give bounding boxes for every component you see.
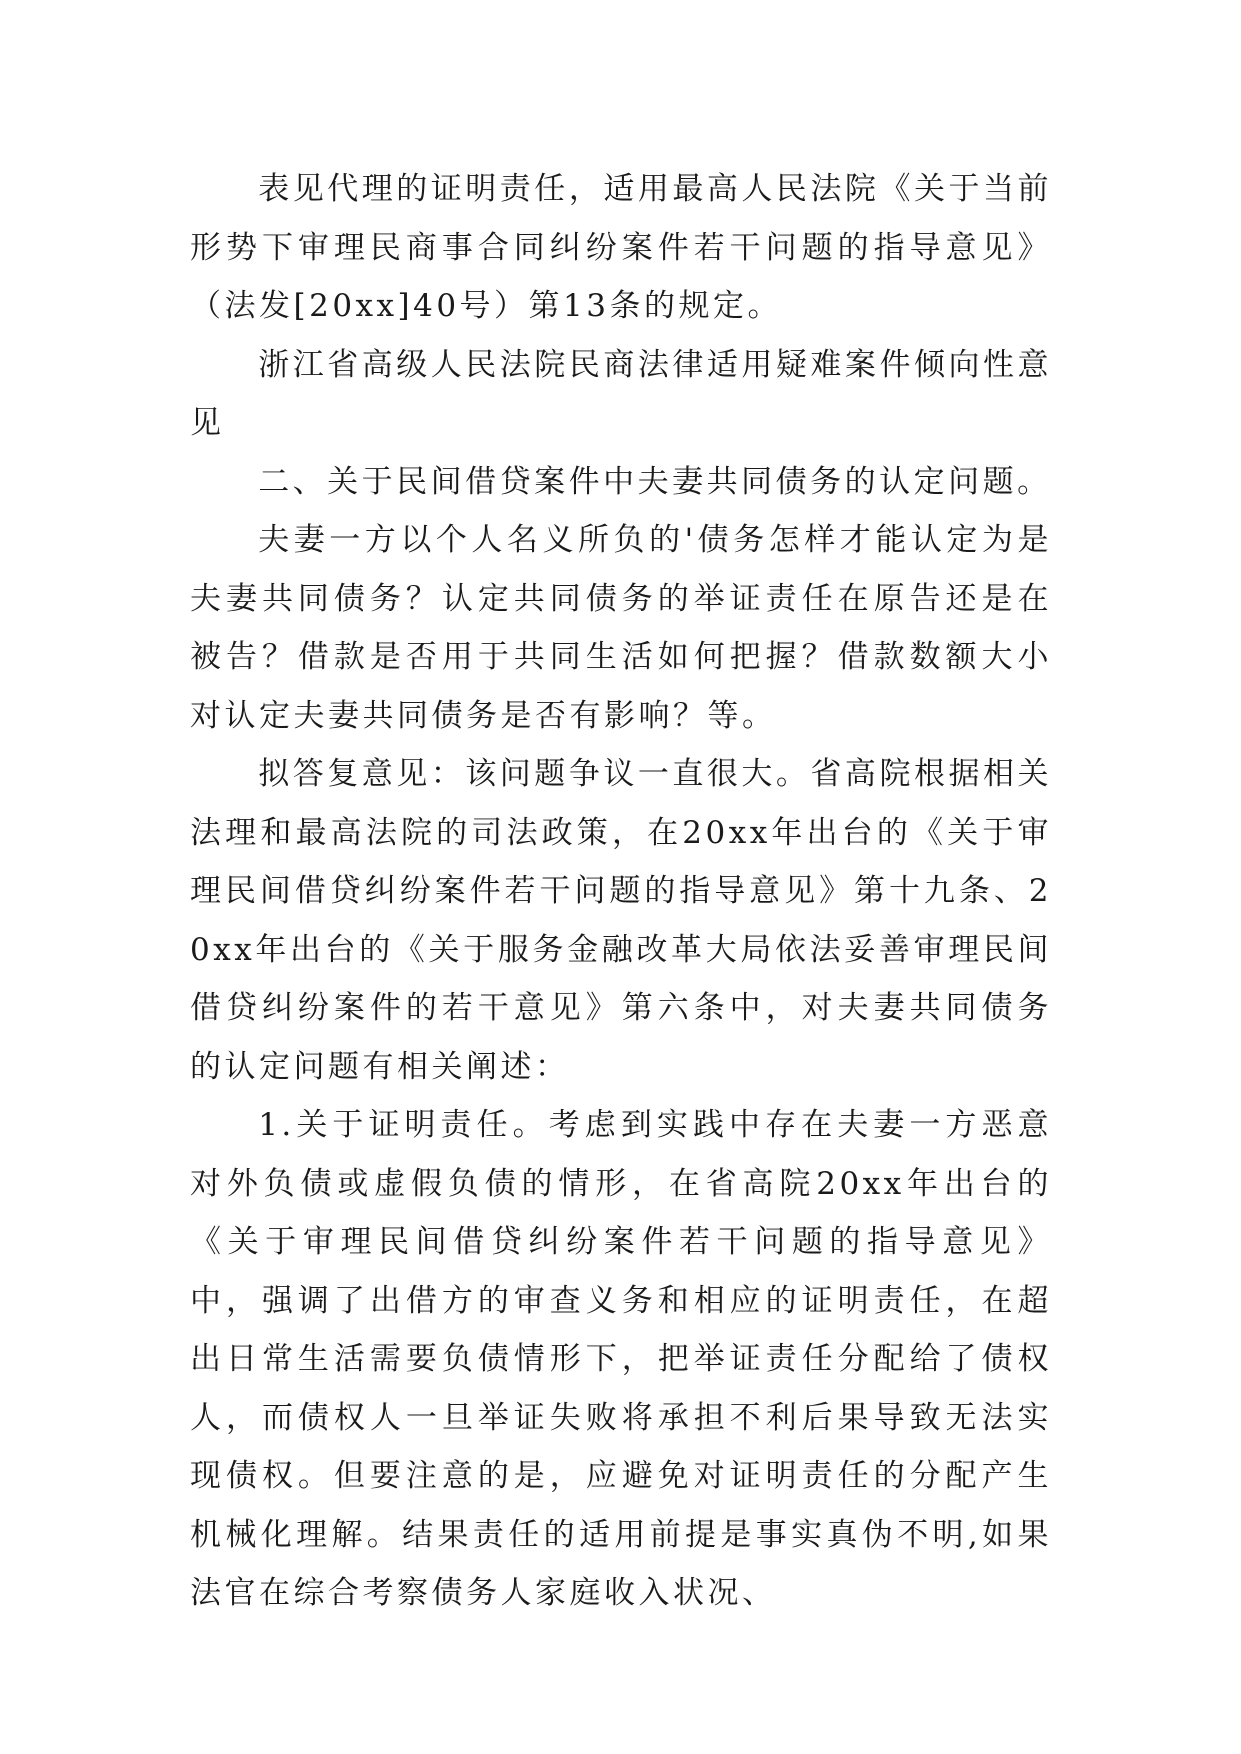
paragraph-apparent-agency: 表见代理的证明责任，适用最高人民法院《关于当前形势下审理民商事合同纠纷案件若干问题的指导意见》（法发[20xx]40号）第13条的规定。 [190,171,1052,324]
paragraph-questions: 夫妻一方以个人名义所负的'债务怎样才能认定为是夫妻共同债务？认定共同债务的举证责任在原告还是在被告？借款是否用于共同生活如何把握？借款数额大小对认定夫妻共同债务是否有影响？等。 [190,522,1052,734]
document-body [190,160,1052,1623]
paragraph-burden-of-proof: 1.关于证明责任。考虑到实践中存在夫妻一方恶意对外负债或虚假负债的情形，在省高院20xx年出台的《关于审理民间借贷纠纷案件若干问题的指导意见》中，强调了出借方的审查义务和相应的证明责任，在超出日常生活需要负债情形下，把举证责任分配给了债权人，而债权人一旦举证失败将承担不利后果导致无法实现债权。但要注意的是，应避免对证明责任的分配产生机械化理解。结果责任的适用前提是事实真伪不明,如果法官在综合考察债务人家庭收入状况、 [190,1107,1052,1611]
paragraph-zhejiang-court-opinion: 浙江省高级人民法院民商法律适用疑难案件倾向性意见 [190,346,1052,441]
section-heading-marital-debt: 二、关于民间借贷案件中夫妻共同债务的认定问题。 [258,463,1052,500]
paragraph-draft-reply: 拟答复意见：该问题争议一直很大。省高院根据相关法理和最高法院的司法政策，在20xx年出台的《关于审理民间借贷纠纷案件若干问题的指导意见》第十九条、20xx年出台的《关于服务金融改革大局依法妥善审理民间借贷纠纷案件的若干意见》第六条中，对夫妻共同债务的认定问题有相关阐述： [190,756,1052,1085]
